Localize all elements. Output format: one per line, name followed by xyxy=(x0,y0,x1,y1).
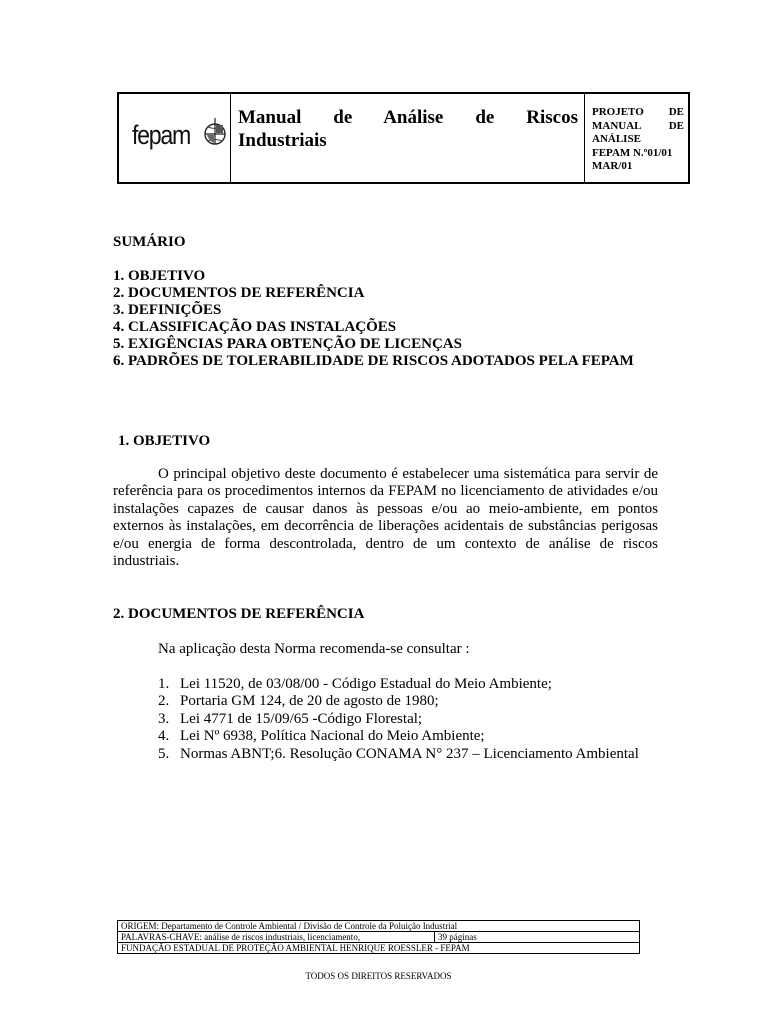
list-number: 5. xyxy=(158,745,170,762)
code-line-3: ANÁLISE xyxy=(592,133,641,145)
toc-item: 6. PADRÕES DE TOLERABILIDADE DE RISCOS ADOTADOS PELA FEPAM xyxy=(113,353,634,369)
list-item xyxy=(158,746,639,763)
fepam-logo-text: fepam xyxy=(132,120,191,150)
list-text: Lei 11520, de 03/08/00 - Código Estadual do Meio Ambiente; xyxy=(180,676,552,692)
toc-item: 1. OBJETIVO xyxy=(113,268,206,284)
list-text: Normas ABNT;6. Resolução CONAMA N° 237 – Licenciamento Ambiental xyxy=(180,745,639,762)
toc-item: 4. CLASSIFICAÇÃO DAS INSTALAÇÕES xyxy=(113,319,397,335)
footer-palavras-chave: PALAVRAS-CHAVE: análise de riscos industriais, licenciamento, xyxy=(118,932,435,943)
list-text: Lei 4771 de 15/09/65 -Código Florestal; xyxy=(180,710,423,727)
list-number: 2. xyxy=(158,693,170,710)
footer-paginas: 39 páginas xyxy=(435,932,640,943)
list-item xyxy=(158,693,639,710)
code-line-2: MANUAL DE xyxy=(592,119,684,132)
toc-item: 3. DEFINIÇÕES xyxy=(113,302,222,318)
code-line-5: MAR/01 xyxy=(592,160,633,172)
list-number: 4. xyxy=(158,728,170,745)
documentos-intro: Na aplicação desta Norma recomenda-se consultar : xyxy=(158,641,470,657)
footer-origem: ORIGEM: Departamento de Controle Ambiental / Divisão de Controle da Poluição Industrial xyxy=(118,921,640,932)
code-line-1: PROJETO DE xyxy=(592,106,684,118)
objetivo-paragraph xyxy=(113,466,658,570)
document-title xyxy=(231,94,585,182)
table-of-contents xyxy=(113,234,634,370)
documentos-heading: 2. DOCUMENTOS DE REFERÊNCIA xyxy=(113,606,365,622)
reference-list xyxy=(158,676,639,763)
footer-rights: TODOS OS DIREITOS RESERVADOS xyxy=(305,971,452,981)
list-text: Portaria GM 124, de 20 de agosto de 1980; xyxy=(180,693,439,710)
footer-table xyxy=(117,920,640,954)
title-line-1: Manual de Análise de Riscos xyxy=(238,107,578,128)
list-number: 1. xyxy=(158,676,170,692)
document-code xyxy=(585,94,688,182)
logo-cell xyxy=(119,94,231,182)
objetivo-heading: 1. OBJETIVO xyxy=(118,433,211,449)
toc-item: 5. EXIGÊNCIAS PARA OBTENÇÃO DE LICENÇAS xyxy=(113,336,462,352)
sumario-heading: SUMÁRIO xyxy=(113,234,186,250)
footer-fundacao: FUNDAÇÃO ESTADUAL DE PROTEÇÃO AMBIENTAL HENRIQUE ROESSLER - FEPAM xyxy=(118,943,640,954)
code-line-4: FEPAM N.º01/01 xyxy=(592,146,673,159)
toc-item: 2. DOCUMENTOS DE REFERÊNCIA xyxy=(113,285,365,301)
list-item xyxy=(158,728,639,745)
title-line-2: Industriais xyxy=(238,130,327,151)
list-number: 3. xyxy=(158,710,170,727)
fepam-globe-icon xyxy=(203,116,227,152)
list-text: Lei Nº 6938, Política Nacional do Meio Ambiente; xyxy=(180,728,485,745)
objetivo-text: O principal objetivo deste documento é estabelecer uma sistemática para servir de referência para os procedimentos internos da FEPAM no licenciamento de atividades e/ou instalações capazes de causar danos às pessoas e/ou ao meio-ambiente, em pontos externos às instalações, em decorrência de liberações acidentais de substâncias perigosas e/ou energia de forma descontrolada, dentro de um contexto de análise de riscos industriais. xyxy=(113,466,658,570)
list-item xyxy=(158,711,639,728)
document-header xyxy=(117,92,690,184)
list-item xyxy=(158,676,639,693)
